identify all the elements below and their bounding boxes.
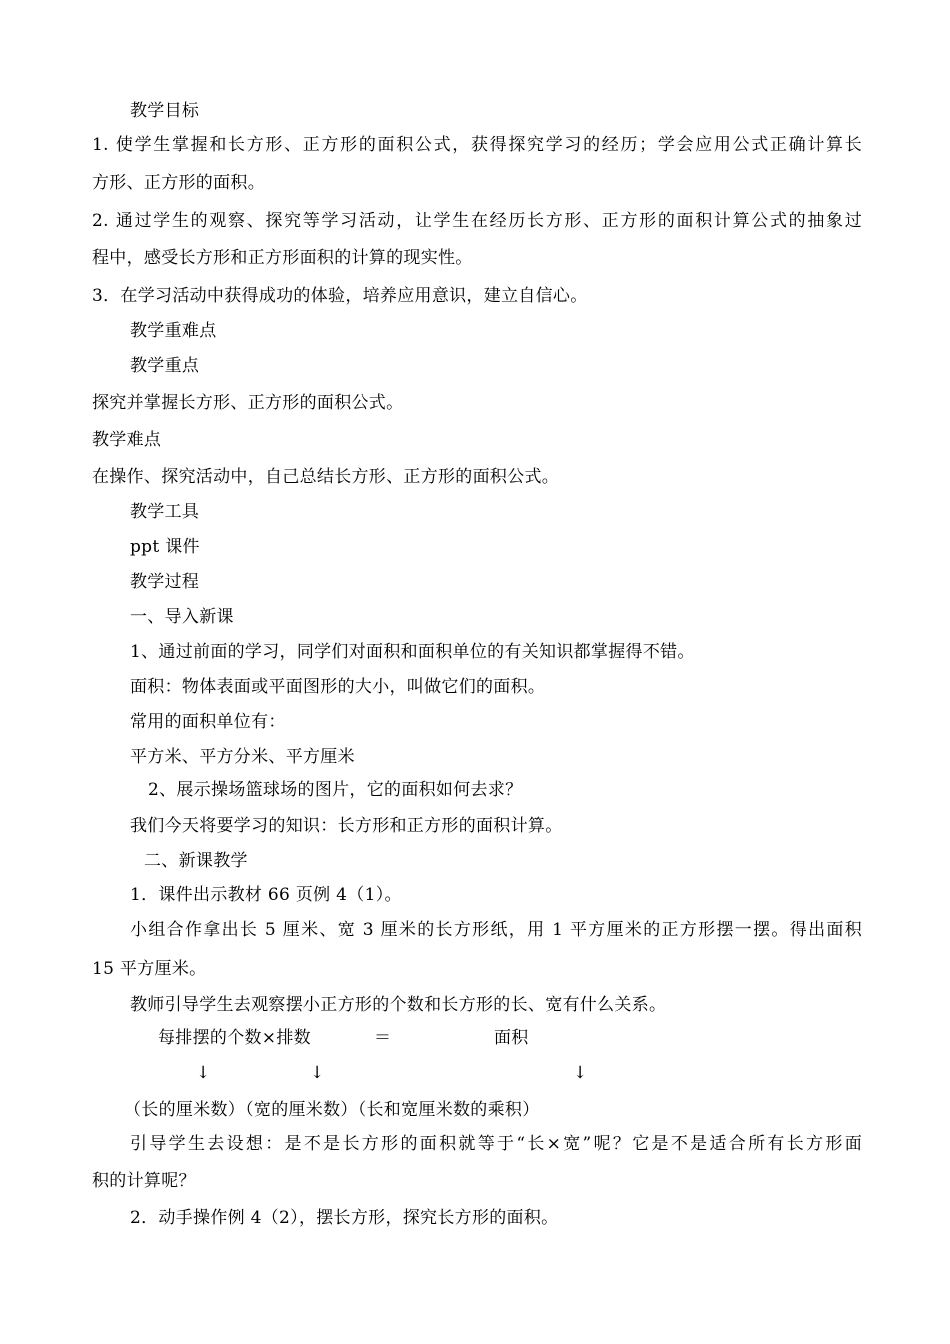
paragraph-group-work-line-2: 15 平方厘米。: [92, 959, 207, 979]
paragraph-example-4-1: 1．课件出示教材 66 页例 4（1）。: [130, 885, 402, 905]
section-1-title: 一、导入新课: [130, 607, 234, 627]
paragraph-guide-hypothesis-line-1: 引导学生去设想：是不是长方形的面积就等于“长×宽”呢？它是不是适合所有长方形面: [130, 1134, 862, 1154]
arrow-down-icon: ↓: [310, 1063, 325, 1083]
paragraph-guide-hypothesis-line-2: 积的计算呢？: [92, 1171, 196, 1191]
teaching-tools-text: ppt 课件: [130, 537, 200, 557]
heading-teaching-goals: 教学目标: [130, 101, 200, 121]
heading-difficult-points: 教学难点: [92, 430, 162, 450]
heading-teaching-process: 教学过程: [130, 572, 200, 592]
formula-equals: ＝: [374, 1028, 392, 1048]
paragraph-example-4-2: 2．动手操作例 4（2），摆长方形，探究长方形的面积。: [130, 1208, 559, 1228]
key-points-text: 探究并掌握长方形、正方形的面积公式。: [92, 393, 404, 413]
paragraph-area-definition: 面积：物体表面或平面图形的大小，叫做它们的面积。: [130, 677, 546, 697]
goal-1-line-2: 方形、正方形的面积。: [92, 173, 265, 193]
heading-teaching-tools: 教学工具: [130, 502, 200, 522]
difficult-points-text: 在操作、探究活动中，自己总结长方形、正方形的面积公式。: [92, 467, 560, 487]
arrow-down-icon: ↓: [573, 1063, 588, 1083]
paragraph-common-units: 常用的面积单位有：: [130, 712, 286, 732]
goal-1-line-1: 1. 使学生掌握和长方形、正方形的面积公式，获得探究学习的经历；学会应用公式正确计算长: [92, 135, 862, 155]
goal-3: 3．在学习活动中获得成功的体验，培养应用意识，建立自信心。: [92, 286, 588, 306]
goal-2-line-1: 2. 通过学生的观察、探究等学习活动，让学生在经历长方形、正方形的面积计算公式的抽象过: [92, 211, 862, 231]
formula-left: 每排摆的个数×排数: [158, 1028, 311, 1048]
paragraph-unit-list: 平方米、平方分米、平方厘米: [130, 747, 355, 767]
paragraph-2: 2、展示操场篮球场的图片，它的面积如何去求？: [148, 780, 523, 800]
section-2-title: 二、新课教学: [144, 851, 248, 871]
paragraph-teacher-guides: 教师引导学生去观察摆小正方形的个数和长方形的长、宽有什么关系。: [130, 995, 667, 1015]
arrow-down-icon: ↓: [196, 1063, 211, 1083]
formula-right: 面积: [494, 1028, 529, 1048]
heading-key-and-difficult-points: 教学重难点: [130, 321, 217, 341]
goal-2-line-2: 程中，感受长方形和正方形面积的计算的现实性。: [92, 248, 473, 268]
heading-key-points: 教学重点: [130, 356, 200, 376]
paragraph-today-topic: 我们今天将要学习的知识：长方形和正方形的面积计算。: [130, 816, 563, 836]
formula-bottom: （长的厘米数）（宽的厘米数）（长和宽厘米数的乘积）: [124, 1100, 540, 1120]
paragraph-1: 1、通过前面的学习，同学们对面积和面积单位的有关知识都掌握得不错。: [130, 642, 695, 662]
paragraph-group-work-line-1: 小组合作拿出长 5 厘米、宽 3 厘米的长方形纸，用 1 平方厘米的正方形摆一摆。得出面积: [130, 920, 862, 940]
